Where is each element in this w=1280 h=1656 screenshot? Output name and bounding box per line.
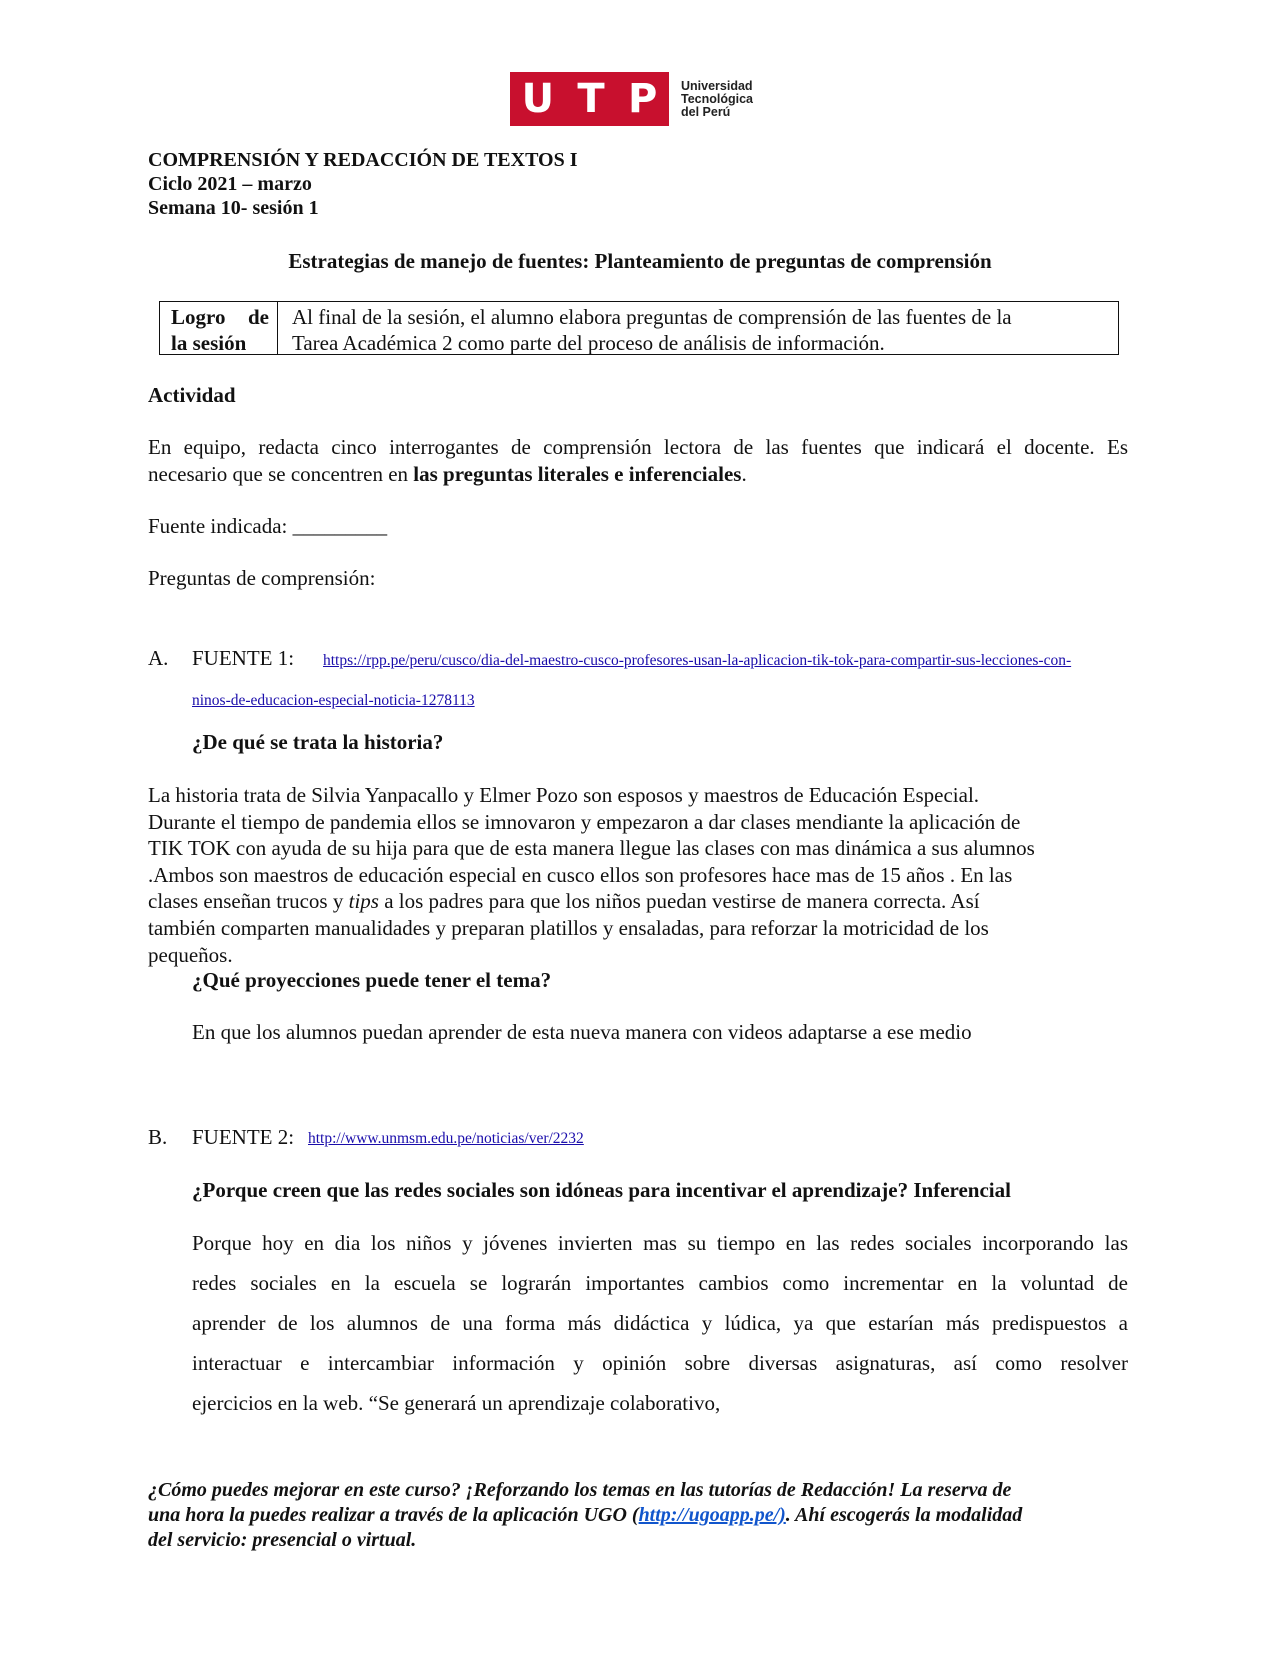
- source-a-link-line2[interactable]: ninos-de-educacion-especial-noticia-1278113: [192, 692, 475, 709]
- questions-label: Preguntas de comprensión:: [148, 566, 376, 590]
- logro-table: [159, 301, 1119, 355]
- answer-line: Durante el tiempo de pandemia ellos se imnovaron y empezaron a dar clases mendiante la aplicación de: [148, 809, 1021, 834]
- logro-text-line: Tarea Académica 2 como parte del proceso de análisis de información.: [292, 331, 885, 355]
- utp-logo-mark: [510, 72, 669, 126]
- footer-line: [148, 1503, 1128, 1528]
- logro-text-line: Al final de la sesión, el alumno elabora preguntas de comprensión de las fuentes de la: [292, 305, 1012, 329]
- source-a-answer-2: En que los alumnos puedan aprender de esta nueva manera con videos adaptarse a ese medio: [192, 1020, 972, 1044]
- logo-text-line: Tecnológica: [681, 91, 754, 106]
- logo-wordmark: [681, 80, 753, 119]
- source-a-question-1: ¿De qué se trata la historia?: [192, 730, 444, 754]
- footer-text: . Ahí escogerás la modalidad: [785, 1504, 1023, 1526]
- source-b-question: ¿Porque creen que las redes sociales son idóneas para incentivar el aprendizaje? Inferencial: [192, 1178, 1011, 1202]
- instruction-text: necesario que se concentren en: [148, 462, 414, 486]
- logo-letter: U: [521, 76, 555, 122]
- logro-label-line: la sesión: [171, 331, 247, 355]
- footer-note: [148, 1478, 1128, 1553]
- logo-text-line: del Perú: [681, 104, 731, 119]
- utp-logo: [510, 72, 753, 126]
- instruction-emphasis: las preguntas literales e inferenciales: [413, 462, 742, 486]
- week-session: Semana 10- sesión 1: [148, 197, 319, 219]
- answer-text: a los padres para que los niños puedan vestirse de manera correcta. Así: [378, 889, 980, 914]
- instruction-text: .: [741, 462, 747, 486]
- source-a-link-line1[interactable]: https://rpp.pe/peru/cusco/dia-del-maestro-cusco-profesores-usan-la-aplicacion-tik-tok-para-compartir-sus-lecciones-con-: [323, 652, 1072, 669]
- source-indicated-line: Fuente indicada: _________: [148, 514, 388, 538]
- logo-text-line: Universidad: [681, 78, 753, 93]
- ugo-app-link[interactable]: http://ugoapp.pe/): [638, 1504, 786, 1526]
- source-b-letter: B.: [148, 1125, 168, 1149]
- source-a-answer-1: [148, 782, 1128, 968]
- source-a-question-2: ¿Qué proyecciones puede tener el tema?: [192, 968, 552, 992]
- answer-line: Porque hoy en dia los niños y jóvenes invierten mas su tiempo en las redes sociales incorporando las: [192, 1231, 1128, 1255]
- logo-letter: T: [577, 76, 605, 122]
- logro-label: [160, 302, 278, 354]
- footer-line: ¿Cómo puedes mejorar en este curso? ¡Reforzando los temas en las tutorías de Redacción! La reserva de: [148, 1479, 1012, 1501]
- source-b-link[interactable]: http://www.unmsm.edu.pe/noticias/ver/2232: [308, 1130, 584, 1147]
- answer-text: clases enseñan trucos y: [148, 889, 349, 914]
- source-a-letter: A.: [148, 646, 169, 670]
- answer-line: La historia trata de Silvia Yanpacallo y Elmer Pozo son esposos y maestros de Educación Especial.: [148, 783, 980, 807]
- logro-text: [278, 302, 1118, 354]
- answer-line: aprender de los alumnos de una forma más didáctica y lúdica, ya que estarían más predispuestos a: [192, 1311, 1128, 1335]
- instruction-line: En equipo, redacta cinco interrogantes de comprensión lectora de las fuentes que indicará el docente. Es: [148, 435, 1128, 459]
- logro-label-line: Logro de: [171, 305, 269, 329]
- answer-line: .Ambos son maestros de educación especial en cusco ellos son profesores hace mas de 15 años . En las: [148, 862, 1013, 887]
- cycle: Ciclo 2021 – marzo: [148, 173, 312, 195]
- activity-heading: Actividad: [148, 383, 236, 407]
- answer-line: interactuar e intercambiar información y opinión sobre diversas asignaturas, así como resolver: [192, 1351, 1128, 1375]
- answer-line: redes sociales en la escuela se lograrán importantes cambios como incrementar en la voluntad de: [192, 1271, 1128, 1295]
- source-b-label: FUENTE 2:: [192, 1125, 300, 1149]
- logo-letter: P: [628, 76, 658, 122]
- answer-italic: tips: [348, 889, 379, 914]
- answer-line: [148, 888, 1128, 915]
- activity-instruction: [148, 434, 1128, 488]
- source-a-label: FUENTE 1:: [192, 646, 295, 670]
- instruction-line: [148, 461, 1128, 488]
- footer-line: del servicio: presencial o virtual.: [148, 1529, 417, 1551]
- answer-line: pequeños.: [148, 942, 233, 967]
- course-name: COMPRENSIÓN Y REDACCIÓN DE TEXTOS I: [148, 149, 578, 171]
- answer-line: ejercicios en la web. “Se generará un aprendizaje colaborativo,: [192, 1391, 721, 1415]
- answer-line: TIK TOK con ayuda de su hija para que de esta manera llegue las clases con mas dinámica a sus alumnos: [148, 836, 1035, 861]
- page-title: Estrategias de manejo de fuentes: Planteamiento de preguntas de comprensión: [288, 249, 992, 273]
- footer-text: una hora la puedes realizar a través de la aplicación UGO (: [148, 1504, 639, 1526]
- source-b-answer: [192, 1223, 1128, 1423]
- answer-line: también comparten manualidades y preparan platillos y ensaladas, para reforzar la motricidad de los: [148, 915, 989, 940]
